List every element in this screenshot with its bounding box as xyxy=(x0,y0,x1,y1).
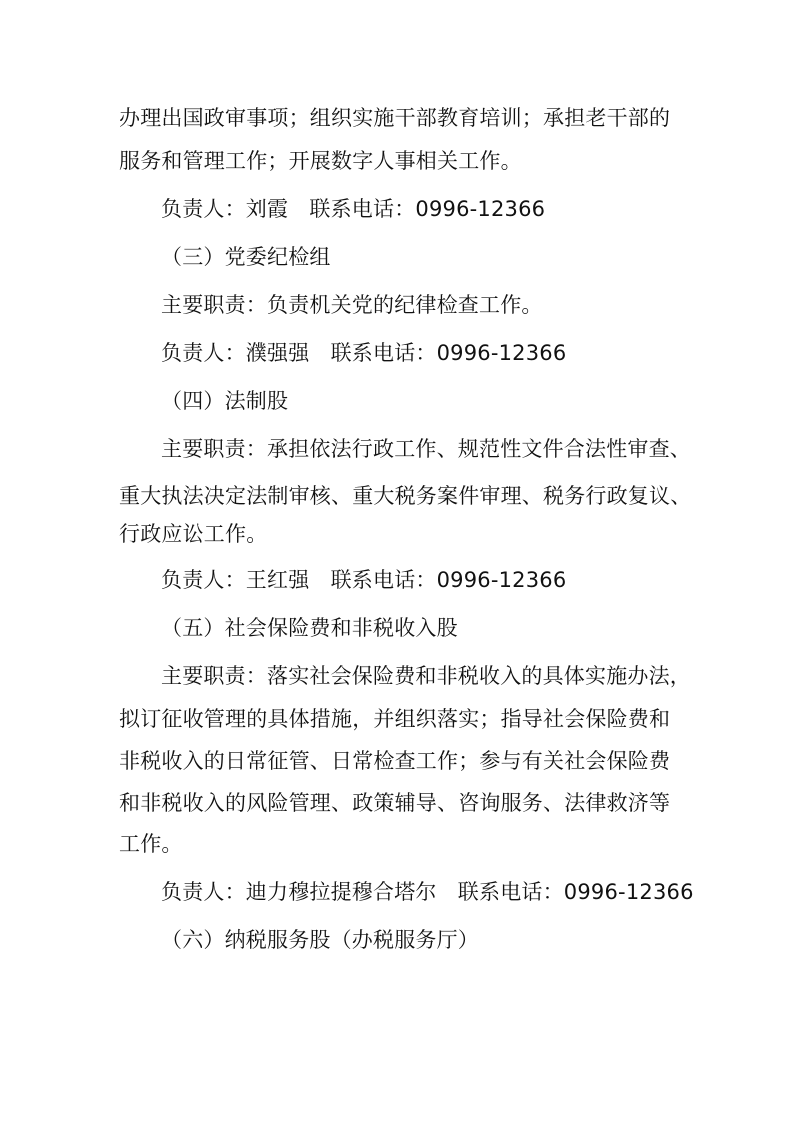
paragraph-line: 行政应讼工作。 xyxy=(119,522,268,546)
paragraph-line: 办理出国政审事项；组织实施干部教育培训；承担老干部的 xyxy=(119,106,671,130)
paragraph-line: 工作。 xyxy=(119,832,183,856)
duties-line: 主要职责：承担依法行政工作、规范性文件合法性审查、 xyxy=(161,437,691,461)
contact-line: 负责人：刘霞 联系电话：0996-12366 xyxy=(161,197,546,221)
paragraph-line: 重大执法决定法制审核、重大税务案件审理、税务行政复议、 xyxy=(119,484,692,508)
duties-line: 主要职责：落实社会保险费和非税收入的具体实施办法， xyxy=(161,664,691,688)
section-heading: （三）党委纪检组 xyxy=(161,245,331,269)
paragraph-line: 和非税收入的风险管理、政策辅导、咨询服务、法律救济等 xyxy=(119,791,671,815)
section-heading: （五）社会保险费和非税收入股 xyxy=(161,616,458,640)
contact-line: 负责人：濮强强 联系电话：0996-12366 xyxy=(161,341,567,365)
paragraph-line: 服务和管理工作；开展数字人事相关工作。 xyxy=(119,149,522,173)
paragraph-line: 非税收入的日常征管、日常检查工作；参与有关社会保险费 xyxy=(119,749,671,773)
paragraph-line: 拟订征收管理的具体措施，并组织落实；指导社会保险费和 xyxy=(119,707,671,731)
contact-line: 负责人：王红强 联系电话：0996-12366 xyxy=(161,568,567,592)
duties-line: 主要职责：负责机关党的纪律检查工作。 xyxy=(161,293,543,317)
section-heading: （四）法制股 xyxy=(161,389,289,413)
contact-line: 负责人：迪力穆拉提穆合塔尔 联系电话：0996-12366 xyxy=(161,880,694,904)
section-heading: （六）纳税服务股（办税服务厅） xyxy=(161,928,479,952)
